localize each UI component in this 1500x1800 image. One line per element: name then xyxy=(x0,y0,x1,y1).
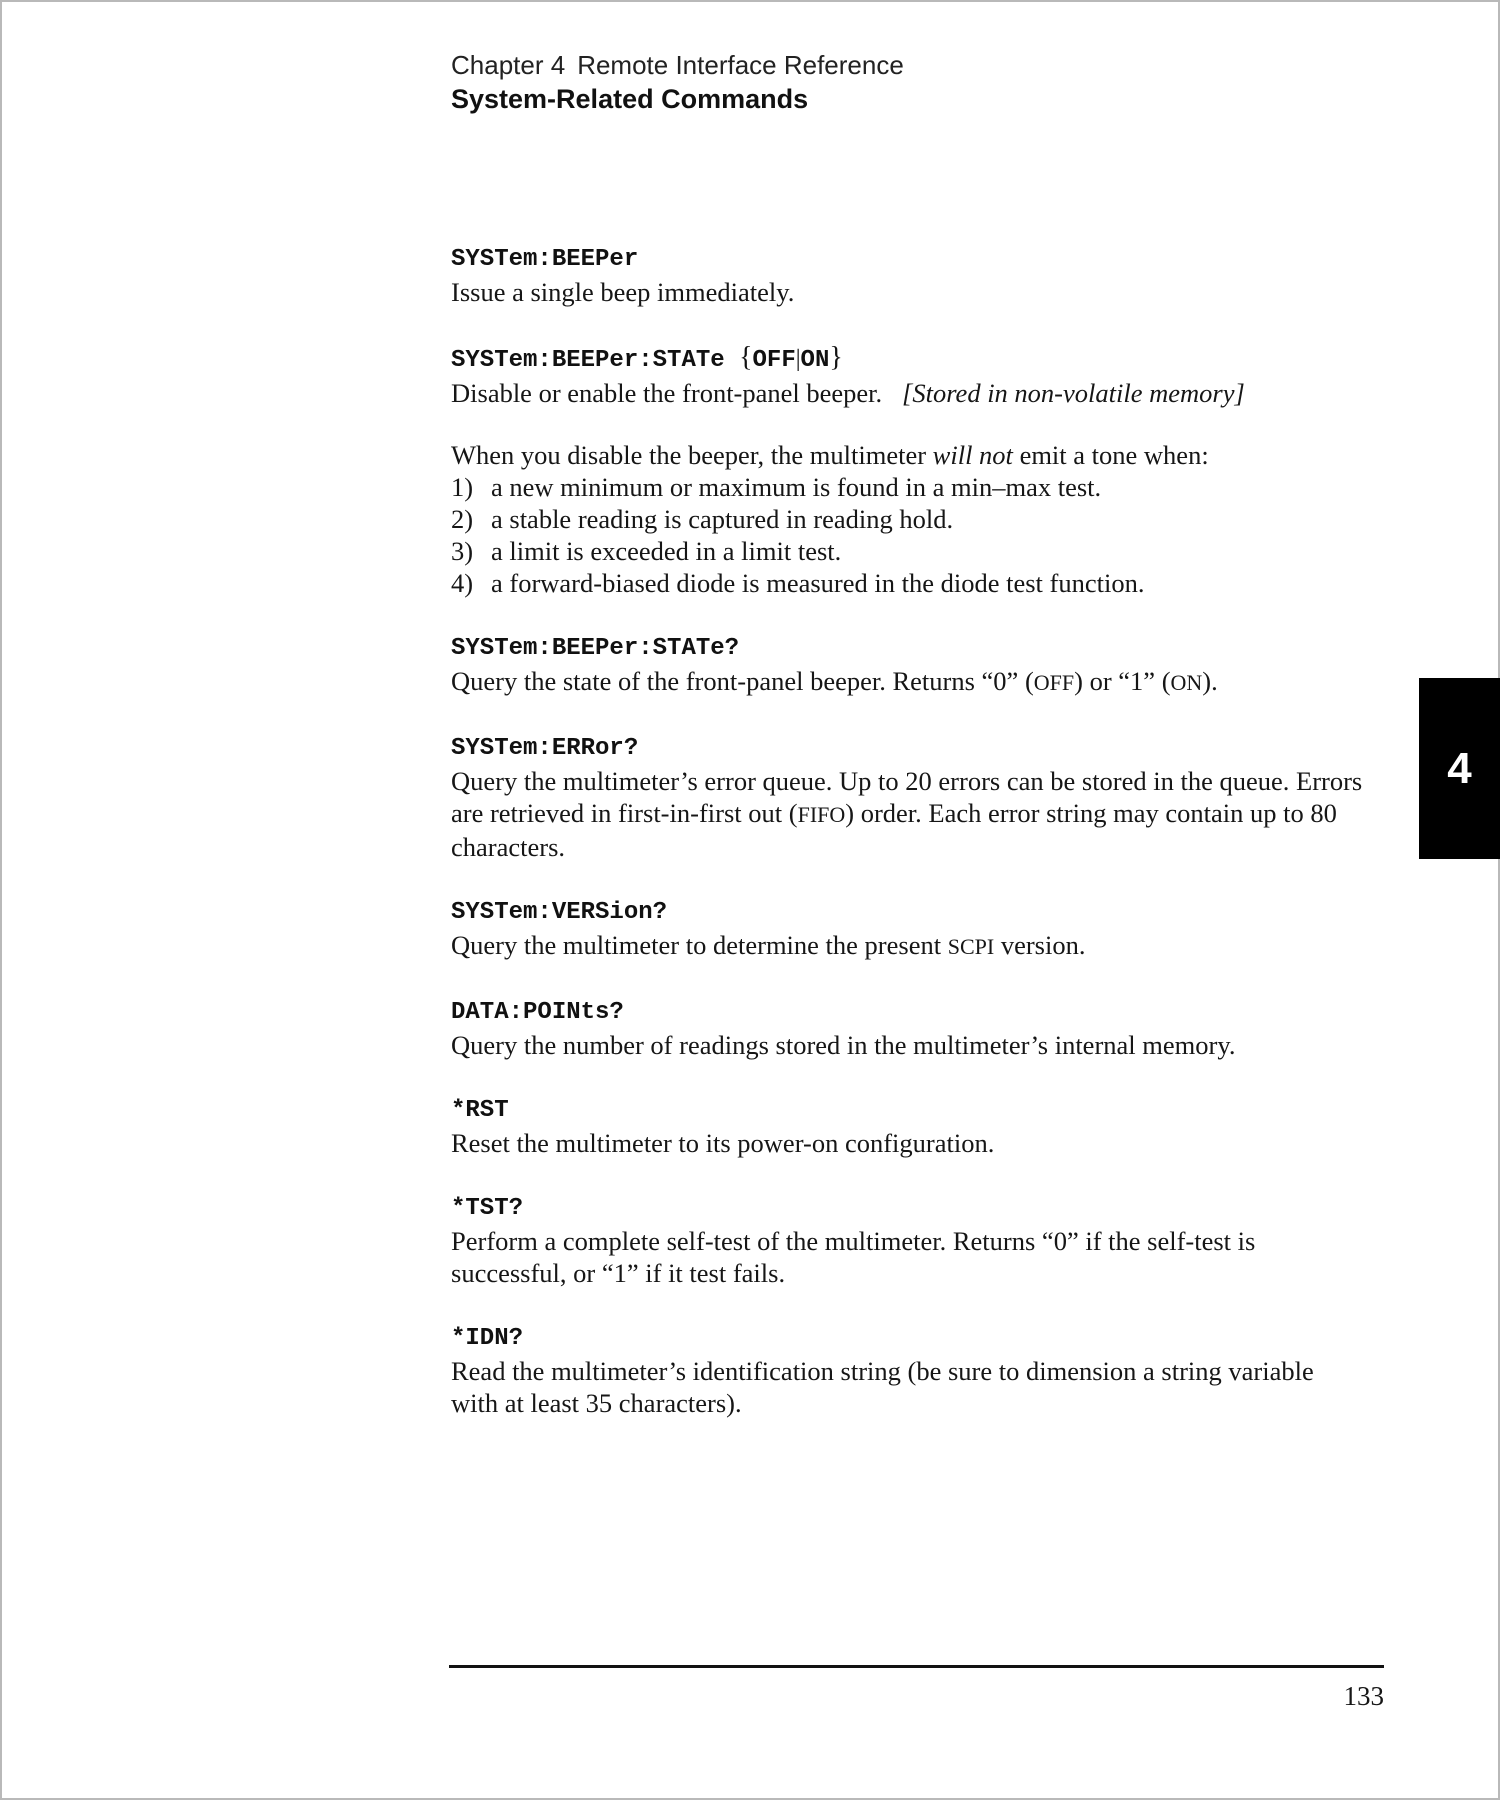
list-text: a new minimum or maximum is found in a min–max test. xyxy=(491,472,1102,502)
description-text: version. xyxy=(994,930,1086,960)
command-entry-tst xyxy=(451,1193,1391,1289)
command-name: *TST? xyxy=(451,1195,524,1222)
description-text: Query the state of the front-panel beeper. Returns “0” ( xyxy=(451,666,1034,696)
list-number: 1) xyxy=(451,472,474,502)
list-number: 2) xyxy=(451,504,474,534)
intro-emphasis: will not xyxy=(932,440,1013,470)
storage-note: [Stored in non-volatile memory] xyxy=(902,378,1245,408)
command-description xyxy=(451,929,1391,963)
chapter-label: Chapter 4 xyxy=(451,50,566,80)
chapter-title: Remote Interface Reference xyxy=(577,50,904,80)
command-description: Reset the multimeter to its power-on configuration. xyxy=(451,1128,995,1158)
beeper-conditions-list xyxy=(451,471,1391,599)
command-entry-data-points xyxy=(451,997,1391,1061)
fifo-label: FIFO xyxy=(797,802,846,827)
footer-rule xyxy=(449,1665,1384,1668)
command-description xyxy=(451,765,1391,863)
command-description xyxy=(451,377,1391,409)
command-description: Read the multimeter’s identification string (be sure to dimension a string variable with at least 35 characters). xyxy=(451,1356,1314,1418)
list-item xyxy=(451,503,1391,535)
command-name: SYSTem:BEEPer:STATe? xyxy=(451,635,740,662)
chapter-tab xyxy=(1419,678,1500,859)
param-open-brace: { xyxy=(739,342,753,373)
command-entry-rst xyxy=(451,1095,1391,1159)
intro-after: emit a tone when: xyxy=(1012,440,1209,470)
chapter-line xyxy=(451,48,904,82)
command-keyword: SYSTem:BEEPer:STATe xyxy=(451,347,725,374)
list-text: a stable reading is captured in reading hold. xyxy=(491,504,954,534)
off-label: OFF xyxy=(1033,670,1075,695)
description-text: Disable or enable the front-panel beeper. xyxy=(451,378,883,408)
scpi-label: SCPI xyxy=(947,934,995,959)
list-item xyxy=(451,535,1391,567)
description-text: ). xyxy=(1202,666,1218,696)
list-text: a limit is exceeded in a limit test. xyxy=(491,536,842,566)
intro-before: When you disable the beeper, the multimeter xyxy=(451,440,933,470)
running-header xyxy=(451,48,904,116)
list-number: 3) xyxy=(451,536,474,566)
param-close-brace: } xyxy=(829,342,843,373)
list-number: 4) xyxy=(451,568,474,598)
command-entry-error-query xyxy=(451,733,1391,863)
command-name: *IDN? xyxy=(451,1325,524,1352)
command-list xyxy=(451,244,1391,1453)
command-description: Issue a single beep immediately. xyxy=(451,277,795,307)
param-off: OFF xyxy=(752,347,796,374)
command-description: Query the number of readings stored in the multimeter’s internal memory. xyxy=(451,1030,1236,1060)
param-on: ON xyxy=(800,347,830,374)
command-description xyxy=(451,665,1391,699)
command-name xyxy=(451,342,1391,377)
page-number: 133 xyxy=(1343,1681,1384,1711)
list-item xyxy=(451,567,1391,599)
command-entry-idn xyxy=(451,1323,1391,1419)
command-entry-version-query xyxy=(451,897,1391,963)
command-name: SYSTem:VERSion? xyxy=(451,899,668,926)
command-name: SYSTem:BEEPer xyxy=(451,246,639,273)
command-name: DATA:POINts? xyxy=(451,999,624,1026)
description-text: Query the multimeter to determine the present xyxy=(451,930,948,960)
description-text: ) order. Each error string may contain up to 80 characters. xyxy=(451,798,1337,862)
command-name: SYSTem:ERRor? xyxy=(451,735,639,762)
command-description: Perform a complete self-test of the multimeter. Returns “0” if the self-test is successful, or “1” if it test fails. xyxy=(451,1226,1256,1288)
command-entry-beeper xyxy=(451,244,1391,308)
list-item xyxy=(451,471,1391,503)
chapter-tab-label: 4 xyxy=(1447,743,1472,793)
command-entry-beeper-state-query xyxy=(451,633,1391,699)
command-name: *RST xyxy=(451,1097,509,1124)
description-text: ) or “1” ( xyxy=(1074,666,1171,696)
description-text: Query the multimeter’s error queue. Up to 20 errors can be stored in the queue. Errors are retrieved in first-in-first out ( xyxy=(451,766,1363,828)
beeper-intro xyxy=(451,439,1391,471)
list-text: a forward-biased diode is measured in the diode test function. xyxy=(491,568,1145,598)
on-label: ON xyxy=(1170,670,1203,695)
command-entry-beeper-state xyxy=(451,342,1391,599)
section-title: System-Related Commands xyxy=(451,84,809,114)
param-separator: | xyxy=(795,346,801,372)
